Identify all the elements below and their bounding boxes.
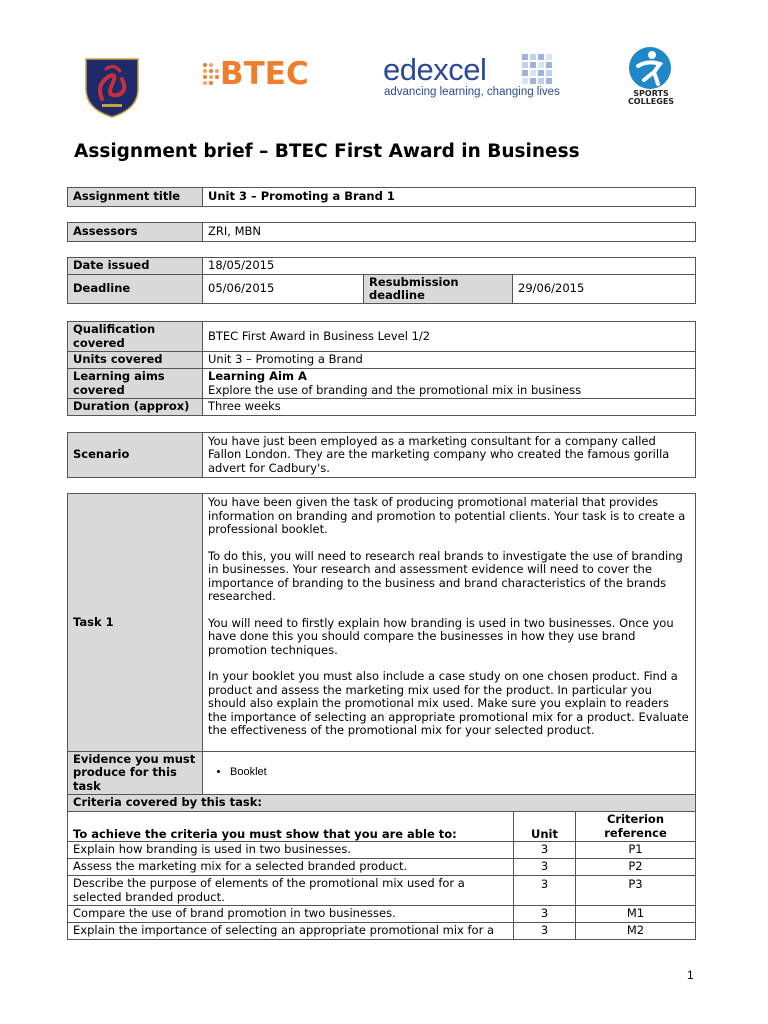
- btec-logo-text: BTEC: [220, 56, 309, 92]
- qualification-value: BTEC First Award in Business Level 1/2: [203, 322, 696, 352]
- task-paragraph: In your booklet you must also include a case study on one chosen product. Find a product and assess the marketing mix used for the product. In particular you should also explain the promotional mix used. Make sure you explain to readers the importance of selecting an appropriate promotional mix for a product. Evaluate the effectiveness of the promotional mix for your selected product.: [208, 669, 689, 737]
- task-paragraph: To do this, you will need to research real brands to investigate the use of branding in businesses. Your research and assessment evidence will need to cover the importance of branding to the business and brand characteristics of the brands researched.: [208, 548, 683, 603]
- date-issued-value: 18/05/2015: [203, 258, 696, 275]
- deadline-value: 05/06/2015: [203, 275, 364, 304]
- assessors-value: ZRI, MBN: [203, 223, 696, 242]
- criterion-unit: 3: [514, 842, 576, 859]
- criteria-covered-label: Criteria covered by this task:: [68, 795, 696, 812]
- criterion-text: Explain the importance of selecting an appropriate promotional mix for a: [68, 923, 514, 940]
- criterion-unit: 3: [514, 859, 576, 876]
- units-covered-label: Units covered: [68, 352, 203, 369]
- table-row: [68, 188, 696, 207]
- resubmission-deadline-value: 29/06/2015: [513, 275, 696, 304]
- criterion-unit: 3: [514, 923, 576, 940]
- units-covered-value: Unit 3 – Promoting a Brand: [203, 352, 696, 369]
- criterion-text: Assess the marketing mix for a selected branded product.: [68, 859, 514, 876]
- task-label: Task 1: [68, 494, 203, 752]
- assignment-title-label: Assignment title: [68, 188, 203, 207]
- learning-aim-description: Explore the use of branding and the promotional mix in business: [208, 382, 582, 397]
- deadline-label: Deadline: [68, 275, 203, 304]
- table-row: [68, 275, 696, 304]
- evidence-label: Evidence you must produce for this task: [68, 752, 203, 795]
- duration-label: Duration (approx): [68, 399, 203, 416]
- btec-logo: [200, 52, 340, 98]
- table-row: [68, 322, 696, 352]
- duration-value: Three weeks: [203, 399, 696, 416]
- edexcel-logo-word: edexcel: [383, 52, 487, 87]
- table-row: [68, 369, 696, 399]
- qualification-label: Qualification covered: [68, 322, 203, 352]
- criteria-header-reference: Criterion reference: [576, 812, 696, 842]
- resubmission-deadline-label: Resubmission deadline: [364, 275, 513, 304]
- qualification-table: [67, 321, 696, 416]
- table-row: [68, 906, 696, 923]
- assessors-label: Assessors: [68, 223, 203, 242]
- table-row: [68, 842, 696, 859]
- criterion-reference: P3: [576, 876, 696, 906]
- task-description: [203, 494, 696, 752]
- table-row: [68, 433, 696, 478]
- table-row: [68, 223, 696, 242]
- dates-table: [67, 257, 696, 304]
- sports-colleges-logo: [624, 44, 676, 112]
- list-item: • Booklet: [230, 766, 690, 780]
- page-title: Assignment brief – BTEC First Award in Business: [74, 141, 580, 162]
- learning-aim-title: Learning Aim A: [208, 369, 307, 383]
- school-crest-logo: [82, 55, 142, 119]
- criteria-header-unit: Unit: [514, 812, 576, 842]
- btec-dots-icon: [202, 62, 220, 88]
- learning-aims-cell: [203, 369, 696, 399]
- criteria-header-achieve: To achieve the criteria you must show that you are able to:: [68, 812, 514, 842]
- table-row: [68, 258, 696, 275]
- edexcel-grid-icon: [522, 54, 554, 84]
- assignment-title-table: [67, 187, 696, 207]
- criterion-unit: 3: [514, 906, 576, 923]
- assignment-title-value: Unit 3 – Promoting a Brand 1: [203, 188, 696, 207]
- criterion-unit: 3: [514, 876, 576, 906]
- criterion-text: Describe the purpose of elements of the promotional mix used for a selected branded product.: [68, 876, 514, 906]
- table-row: [68, 352, 696, 369]
- table-row: [68, 752, 696, 795]
- edexcel-logo: [383, 52, 558, 102]
- task-paragraph: You will need to firstly explain how branding is used in two businesses. Once you have done this you should compare the businesses in how they use brand promotion techniques.: [208, 615, 674, 657]
- table-row: [68, 399, 696, 416]
- task-paragraph: You have been given the task of producing promotional material that provides information on branding and promotion to potential clients. Your task is to create a professional booklet.: [208, 495, 686, 536]
- table-row: [68, 876, 696, 906]
- scenario-label: Scenario: [68, 433, 203, 478]
- evidence-cell: [203, 752, 696, 795]
- table-row: [68, 923, 696, 940]
- scenario-table: [67, 432, 696, 478]
- assessors-table: [67, 222, 696, 242]
- criterion-reference: M1: [576, 906, 696, 923]
- criterion-reference: M2: [576, 923, 696, 940]
- learning-aims-label: Learning aims covered: [68, 369, 203, 399]
- page-number: 1: [687, 968, 694, 982]
- edexcel-tagline: advancing learning, changing lives: [384, 86, 560, 98]
- table-row: [68, 859, 696, 876]
- table-row: [68, 494, 696, 752]
- scenario-text: You have just been employed as a marketing consultant for a company called Fallon London. They are the marketing company who created the famous gorilla advert for Cadbury's.: [203, 433, 696, 478]
- criterion-reference: P2: [576, 859, 696, 876]
- criterion-text: Explain how branding is used in two businesses.: [68, 842, 514, 859]
- header-logos: [0, 0, 768, 125]
- criterion-reference: P1: [576, 842, 696, 859]
- sports-colleges-text: SPORTS COLLEGES: [627, 89, 675, 106]
- evidence-list: [208, 766, 690, 780]
- sports-figure-icon: [624, 44, 676, 90]
- date-issued-label: Date issued: [68, 258, 203, 275]
- table-row: [68, 812, 696, 842]
- table-row: [68, 795, 696, 812]
- task-table: [67, 493, 696, 940]
- criterion-text: Compare the use of brand promotion in two businesses.: [68, 906, 514, 923]
